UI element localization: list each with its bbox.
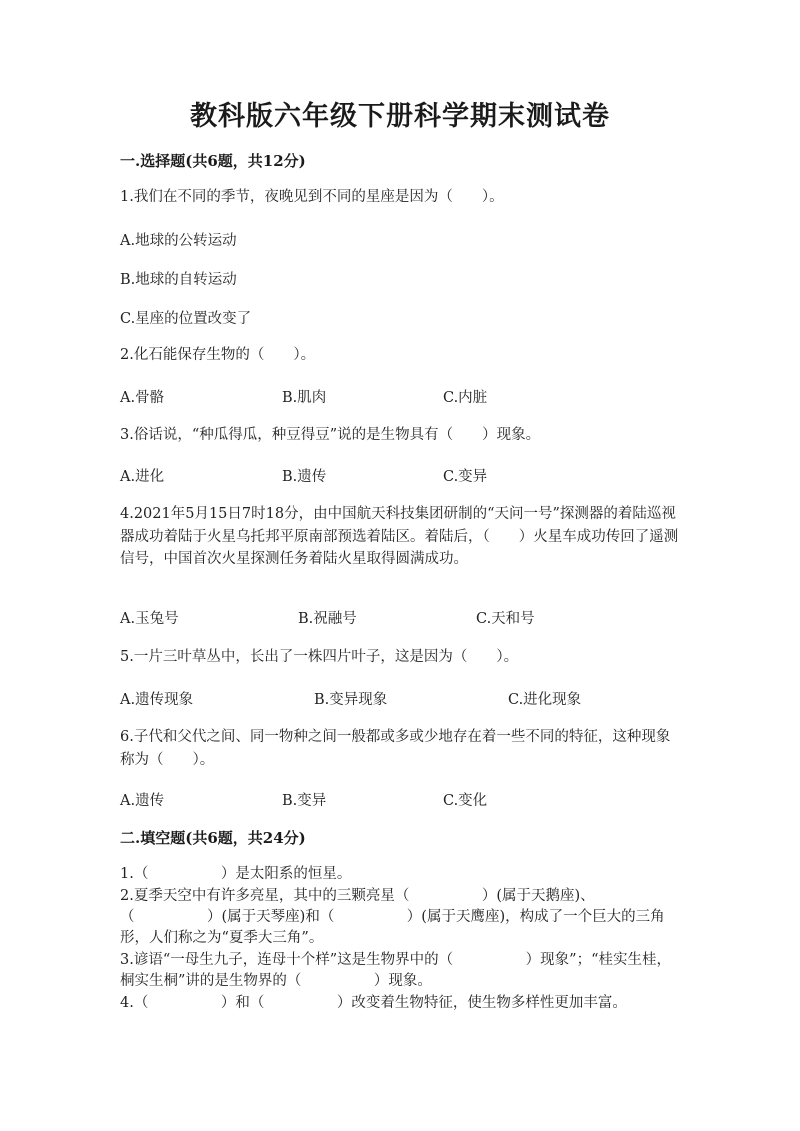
q5-option-c: C.进化现象 <box>508 692 582 708</box>
q5-option-a: A.遗传现象 <box>120 692 194 708</box>
q4-option-c: C.天和号 <box>476 611 535 627</box>
section-heading-choice: 一.选择题(共6题，共12分) <box>120 152 306 170</box>
q2-option-b: B.肌肉 <box>282 390 327 406</box>
question-3: 3.俗话说，“种瓜得瓜，种豆得豆”说的是生物具有（ ）现象。 <box>120 427 541 443</box>
q2-option-a: A.骨骼 <box>120 390 165 406</box>
q1-option-b: B.地球的自转运动 <box>120 272 237 288</box>
q5-option-b: B.变异现象 <box>314 692 388 708</box>
q6-option-b: B.变异 <box>282 793 327 809</box>
question-1: 1.我们在不同的季节，夜晚见到不同的星座是因为（ ）。 <box>120 189 504 205</box>
section-heading-fill: 二.填空题(共6题，共24分) <box>120 829 306 847</box>
fill-item-4: 4.（ ）和（ ）改变着生物特征，使生物多样性更加丰富。 <box>120 995 627 1011</box>
fill-item-3: 3.谚语“一母生九子，连母十个样”这是生物界中的（ ）现象”；“桂实生桂，桐实生桐”讲的是生物界的（ ）现象。 <box>120 952 671 989</box>
q3-option-c: C.变异 <box>443 469 488 485</box>
q4-option-b: B.祝融号 <box>298 611 357 627</box>
q3-option-b: B.遗传 <box>282 469 327 485</box>
question-6: 6.子代和父代之间、同一物种之间一般都或多或少地存在着一些不同的特征，这种现象称为（ ）。 <box>120 729 671 768</box>
q2-option-c: C.内脏 <box>443 390 488 406</box>
q1-option-c: C.星座的位置改变了 <box>120 311 252 327</box>
q1-option-a: A.地球的公转运动 <box>120 233 237 249</box>
page-title: 教科版六年级下册科学期末测试卷 <box>190 101 610 132</box>
question-4: 4.2021年5月15日7时18分，由中国航天科技集团研制的“天问一号”探测器的着陆巡视器成功着陆于火星乌托邦平原南部预选着陆区。着陆后，（ ）火星车成功传回了遥测信号，中国首次火星探测任务着陆火星取得圆满成功。 <box>120 506 679 567</box>
q6-option-c: C.变化 <box>443 793 488 809</box>
fill-item-1: 1.（ ）是太阳系的恒星。 <box>120 866 352 882</box>
q6-option-a: A.遗传 <box>120 793 165 809</box>
q3-option-a: A.进化 <box>120 469 165 485</box>
question-2: 2.化石能保存生物的（ ）。 <box>120 347 316 363</box>
question-5: 5.一片三叶草丛中，长出了一株四片叶子，这是因为（ ）。 <box>120 649 519 665</box>
fill-item-2: 2.夏季天空中有许多亮星，其中的三颗亮星（ ）(属于天鹅座)、（ ）(属于天琴座)和（ ）(属于天鹰座)，构成了一个巨大的三角形，人们称之为“夏季大三角”。 <box>120 888 665 946</box>
q4-option-a: A.玉兔号 <box>120 611 179 627</box>
